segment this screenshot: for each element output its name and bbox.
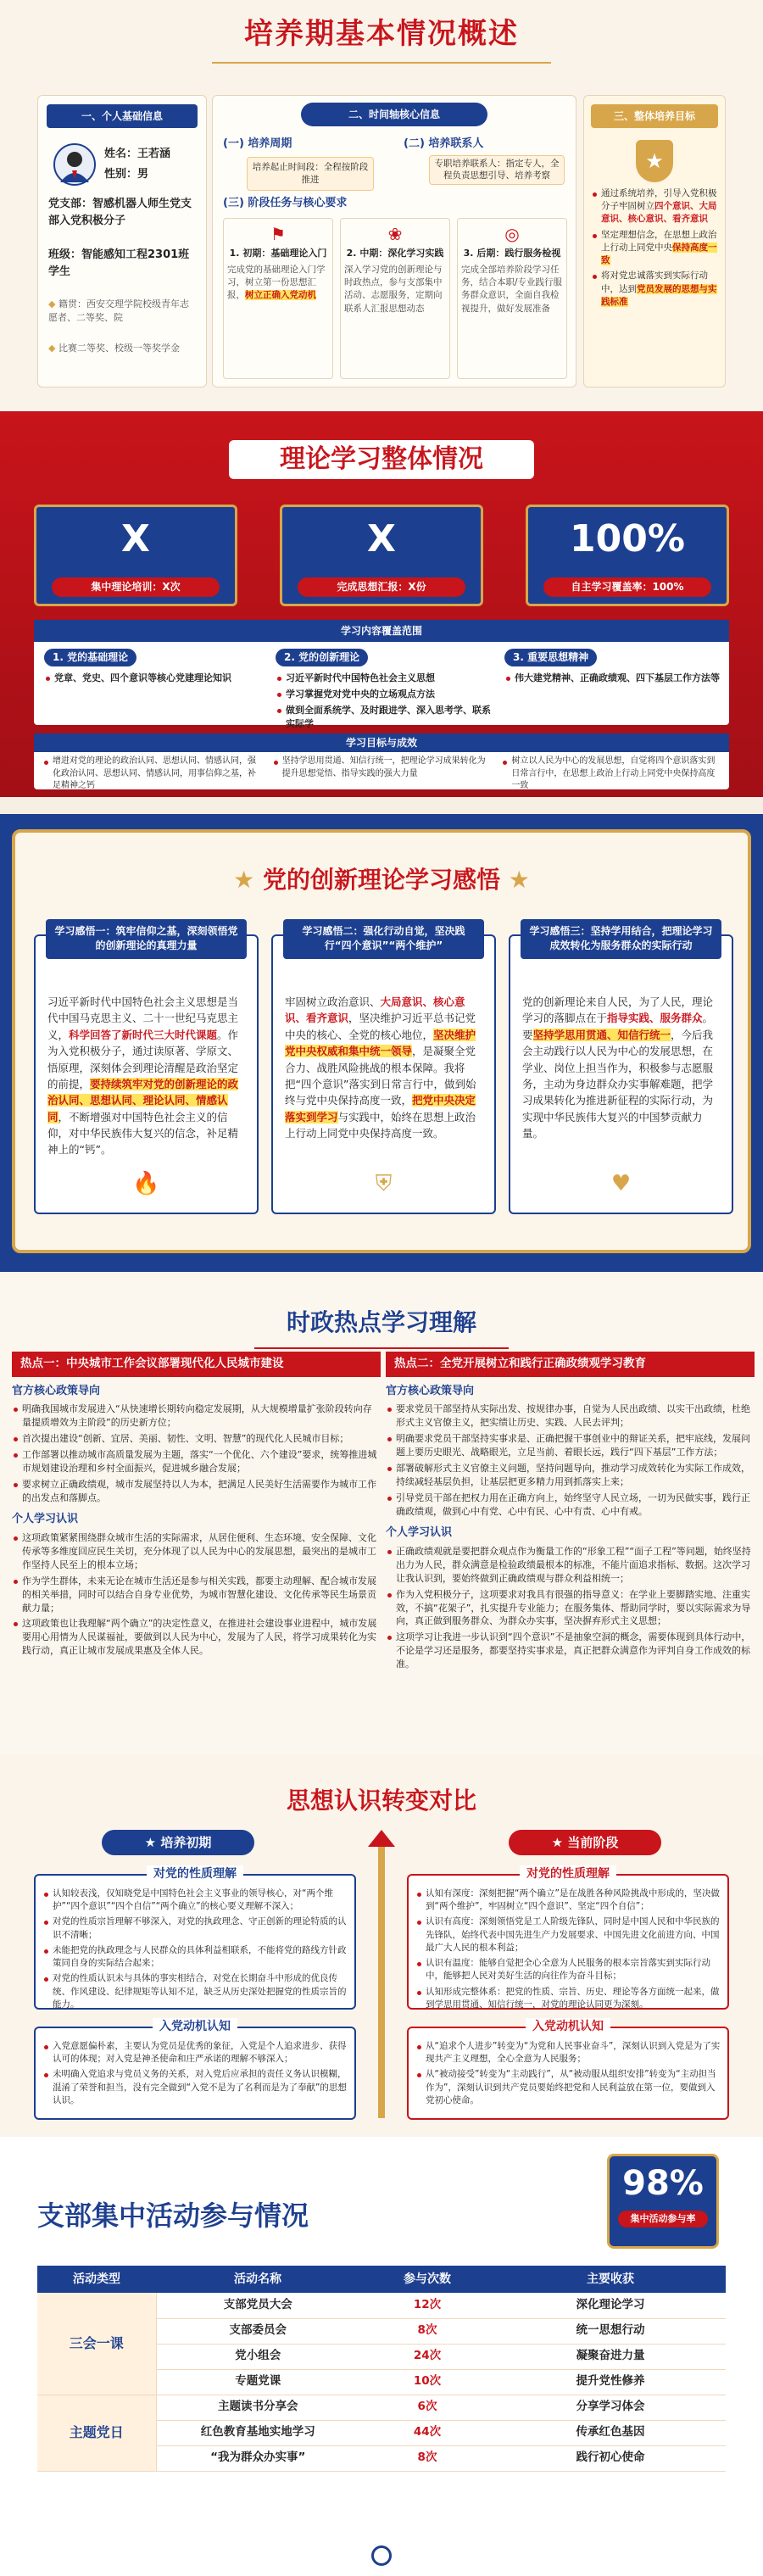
activity-count: 24次	[359, 2344, 495, 2369]
policy-list	[12, 1402, 381, 1505]
compare-item: 从“追求个人进步”转变为“为党和人民事业奋斗”，深刻认识到入党是为了实现共产主义理想，全心全意为人民服务；	[415, 2040, 721, 2066]
insight-heading: 学习感悟二：强化行动自觉，坚决践行“四个意识”“两个维护”	[283, 919, 484, 959]
class-field: 班级：智能感知工程2301班学生	[48, 248, 190, 278]
box-title: 入党动机认知	[526, 2018, 610, 2035]
goal-item: 坚定理想信念，在思想上政治上行动上同党中央保持高度一致	[591, 229, 718, 268]
col-header: 参与次数	[359, 2266, 495, 2293]
activity-gain: 统一思想行动	[495, 2318, 726, 2344]
personal-info-card	[37, 95, 207, 388]
hotspot-heading: 热点一：中央城市工作会议部署现代化人民城市建设	[12, 1352, 381, 1377]
comparison-section	[0, 1755, 763, 2137]
activity-gain: 践行初心使命	[495, 2445, 726, 2471]
activity-gain: 分享学习体会	[495, 2395, 726, 2420]
policy-list	[386, 1402, 755, 1519]
scope-item: 党章、党史、四个意识等核心党建理论知识	[44, 672, 265, 685]
left-stage-tag: ★ 培养初期	[102, 1830, 254, 1855]
activity-section	[0, 2137, 763, 2576]
col-header: 主要收获	[495, 2266, 726, 2293]
policy-item: 工作部署以推动城市高质量发展为主题，落实“一个优化、六个建设”要求，统筹推进城市规划建设治理和乡村全面振兴，促进城乡融合发展；	[12, 1448, 381, 1475]
activity-title: 支部集中活动参与情况	[37, 2200, 309, 2232]
activity-count: 8次	[359, 2318, 495, 2344]
personal-item: 作为入党积极分子，这项要求对我具有很强的指导意义：在学业上要脚踏实地、注重实效，不搞“花架子”，扎实提升专业能力；在服务集体、帮助同学时，要以实际需求为导向，真正做到服务群众、为群众办实事，坚决摒弃形式主义思想；	[386, 1588, 755, 1629]
policy-item: 明确我国城市发展进入“从快速增长期转向稳定发展期，从大规模增量扩张阶段转向存量提质增效为主阶段”的历史新方位；	[12, 1402, 381, 1430]
hometown-field: ◆ 籍贯：西安交理学院校级青年志愿者、二等奖、院	[48, 298, 189, 323]
comparison-title: 思想认识转变对比	[286, 1787, 476, 1815]
activity-type: 主题党日	[37, 2395, 156, 2471]
scope-item: 伟大建党精神、正确政绩观、四下基层工作方法等	[504, 672, 721, 685]
insight-heading: 学习感悟一：筑牢信仰之基，深刻领悟党的创新理论的真理力量	[46, 919, 247, 959]
branch-field: 党支部：智感机器人师生党支部入党积极分子	[48, 198, 192, 227]
goal-list	[584, 187, 725, 309]
compare-item: 认知较表浅，仅知晓党是中国特色社会主义事业的领导核心，对“两个维护”“四个意识”“四个自信”“两个确立”的核心要义理解不深入；	[42, 1887, 348, 1913]
lotus-icon: ❀	[387, 224, 403, 244]
stage-3-title: 3. 后期：践行服务检视	[463, 248, 561, 259]
compare-item: 对党的性质认识未与具体的事实相结合，对党在长期奋斗中形成的优良传统、作风建设、纪律规矩等认知不足，缺乏从历史深处把握党的性质宗旨的能力。	[42, 1972, 348, 2011]
stat-label: 集中理论培训：X次	[52, 577, 220, 597]
flame-icon: 🔥	[132, 1171, 160, 1197]
table-row	[37, 2293, 726, 2318]
result-item: 增进对党的理论的政治认同、思想认同、情感认同，强化政治认同、思想认同、情感认同，用事信仰之基，补足精神之钙	[42, 756, 262, 793]
result-item: 树立以人民为中心的发展思想，自觉将四个意识落实到日常言行中，在思想上政治上行动上同党中央保持高度一致	[501, 756, 721, 793]
activity-gain: 提升党性修养	[495, 2369, 726, 2395]
flag-icon: ⚑	[270, 224, 286, 244]
right-stage-tag: ★ 当前阶段	[509, 1830, 661, 1855]
goal-item: 通过系统培养，引导入党积极分子牢固树立四个意识、大局意识、核心意识、看齐意识	[591, 187, 718, 226]
activity-table	[37, 2266, 726, 2472]
policy-subtitle: 官方核心政策导向	[386, 1384, 475, 1397]
activity-name: 红色教育基地实地学习	[156, 2420, 359, 2445]
insight-card-3	[509, 925, 733, 1214]
stat-label: 完成思想汇报：X份	[298, 577, 465, 597]
stat-value: X	[367, 517, 396, 560]
stage-2-title: 2. 中期：深化学习实践	[346, 248, 444, 259]
stat-card-coverage	[526, 505, 729, 606]
activity-count: 12次	[359, 2293, 495, 2318]
personal-item: 这项政策紧紧围绕群众城市生活的实际需求，从居住便利、生态环境、安全保障、文化传承等多维度回应民生关切，充分体现了以人民为中心的发展思想，最突出的是城市工作坚持人民至上的根本立场；	[12, 1531, 381, 1572]
activity-name: 支部委员会	[156, 2318, 359, 2344]
activity-gain: 传承红色基因	[495, 2420, 726, 2445]
scope-tag: 2. 党的创新理论	[276, 649, 368, 666]
shield-icon: ★	[636, 140, 673, 182]
results-panel	[34, 733, 729, 789]
goal-item: 将对党忠诚落实到实际行动中，达到党员发展的思想与实践标准	[591, 270, 718, 309]
scope-panel	[34, 620, 729, 730]
compare-item: 从“被动接受”转变为“主动践行”，从“被动服从组织安排”转变为“主动担当作为”，深刻认识到共产党员要始终把党和人民利益放在第一位，要做到入党初心使命。	[415, 2068, 721, 2107]
activity-count: 44次	[359, 2420, 495, 2445]
star-icon: ★	[233, 866, 255, 894]
title-divider	[212, 62, 551, 64]
contact-text: 专职培养联系人：指定专人，全程负责思想引导、培养考察	[429, 155, 565, 185]
theory-title-plate: 理论学习整体情况	[229, 440, 534, 479]
result-item: 坚持学思用贯通、知信行统一，把理论学习成果转化为提升思想觉悟、指导实践的强大力量	[272, 756, 492, 793]
activity-type: 三会一课	[37, 2293, 156, 2395]
overview-section	[0, 0, 763, 411]
compare-item: 认知有深度：深刻把握“两个确立”是在战胜各种风险挑战中形成的，坚决做到“两个维护”，牢固树立“四个意识”、坚定“四个自信”；	[415, 1887, 721, 1913]
stat-value: X	[121, 517, 150, 560]
participation-badge	[607, 2154, 719, 2249]
goal-card	[583, 95, 726, 388]
gender-field: 性别：男	[104, 168, 149, 181]
personal-item: 这项政策也让我理解“两个确立”的决定性意义，在推进社会建设事业进程中，城市发展要用心用情为人民谋福祉，要做到以人民为中心，发展为了人民，将学习成果转化为实践行动，真正让城市发展成果惠及全体人民。	[12, 1617, 381, 1658]
policy-item: 引导党员干部在把权力用在正确方向上，始终坚守人民立场，一切为民做实事，践行正确政绩观，做到心中有党、心中有民、心中有责、心中有戒。	[386, 1492, 755, 1519]
affairs-title: 时政热点学习理解	[286, 1308, 476, 1336]
table-row	[37, 2395, 726, 2420]
scope-tag: 1. 党的基础理论	[44, 649, 136, 666]
policy-subtitle: 官方核心政策导向	[12, 1384, 101, 1397]
award-icon: ◆	[48, 343, 56, 354]
insight-title: ★ 党的创新理论学习感悟 ★	[233, 866, 530, 894]
activity-name: 支部党员大会	[156, 2293, 359, 2318]
insight-frame	[12, 829, 751, 1253]
policy-item: 部署破解形式主义官僚主义问题，坚持问题导向，推动学习成效转化为实际工作成效，持续减轻基层负担，让基层把更多精力用到抓落实上来；	[386, 1462, 755, 1489]
stat-value: 100%	[570, 517, 685, 560]
compare-item: 认识有温度：能够自觉把全心全意为人民服务的根本宗旨落实到实际行动中，能够把人民对美好生活的向往作为奋斗目标；	[415, 1957, 721, 1982]
insight-heading: 学习感悟三：坚持学用结合，把理论学习成效转化为服务群众的实际行动	[521, 919, 721, 959]
honor-icon: ◆	[48, 298, 56, 309]
personal-subtitle: 个人学习认识	[12, 1512, 79, 1525]
goal-header: 三、整体培养目标	[591, 104, 718, 128]
stat-label: 自主学习覆盖率：100%	[543, 577, 711, 597]
activity-name: 党小组会	[156, 2344, 359, 2369]
scope-col-1	[44, 649, 265, 688]
activity-name: 专题党课	[156, 2369, 359, 2395]
personal-info-header: 一、个人基础信息	[47, 104, 198, 128]
hotspot-2	[386, 1352, 755, 1742]
compare-item: 认识有高度：深刻领悟党是工人阶级先锋队，同时是中国人民和中华民族的先锋队，始终代表中国先进生产力发展要求、中国先进文化前进方向、中国最广大人民的根本利益；	[415, 1915, 721, 1954]
compare-item: 未明确入党追求与党员义务的关系，对入党后应承担的责任义务认识模糊，混淆了荣誉和担当，没有完全做到“入党不是为了名利而是为了奉献”的思想认识。	[42, 2068, 348, 2107]
compare-item: 认知形成完整体系：把党的性质、宗旨、历史、理论等各方面统一起来，做到学思用贯通、知信行统一，对党的理论认同更为深刻。	[415, 1986, 721, 2011]
current-motive-box	[407, 2020, 729, 2120]
scope-item: 学习掌握党对党中央的立场观点方法	[276, 688, 496, 701]
shield-icon: ⛨	[375, 1171, 393, 1197]
policy-item: 明确要求党员干部坚持实事求是、正确把握干事创业中的辩证关系，把牢底线，发展问题上要历史眼光、战略眼光，立足当前、着眼长远，践行“四下基层”工作方法；	[386, 1432, 755, 1459]
compare-item: 对党的性质宗旨理解不够深入，对党的执政理念、守正创新的理论特质的认识不清晰；	[42, 1915, 348, 1941]
star-icon: ★	[508, 866, 530, 894]
insight-card-2	[271, 925, 496, 1214]
stage-1-title: 1. 初期：基础理论入门	[229, 248, 327, 259]
heart-hands-icon: ♥	[610, 1171, 632, 1197]
footer-logo-icon	[371, 2545, 392, 2566]
personal-subtitle: 个人学习认识	[386, 1525, 453, 1539]
scope-item: 习近平新时代中国特色社会主义思想	[276, 672, 496, 685]
award-field: ◆ 比赛二等奖、校级一等奖学金	[48, 343, 180, 354]
compare-item: 未能把党的执政理念与人民群众的具体利益相联系，不能将党的路线方针政策同自身的实际结合起来；	[42, 1944, 348, 1970]
box-title: 对党的性质理解	[147, 1865, 243, 1882]
hotspot-heading: 热点二：全党开展树立和践行正确政绩观学习教育	[386, 1352, 755, 1377]
policy-item: 首次提出建设“创新、宜居、美丽、韧性、文明、智慧”的现代化人民城市目标；	[12, 1432, 381, 1446]
affairs-divider	[254, 1347, 509, 1349]
policy-item: 要求党员干部坚持从实际出发、按规律办事，自觉为人民出政绩、以实干出政绩，杜绝形式主义官僚主义，把实绩让历史、实践、人民去评判；	[386, 1402, 755, 1430]
personal-list	[386, 1545, 755, 1671]
page-title: 培养期基本情况概述	[244, 17, 519, 51]
activity-count: 6次	[359, 2395, 495, 2420]
activity-gain: 凝聚奋进力量	[495, 2344, 726, 2369]
current-nature-box	[407, 1867, 729, 2010]
scope-item: 做到全面系统学、及时跟进学、深入思考学、联系实际学	[276, 704, 496, 731]
activity-count: 10次	[359, 2369, 495, 2395]
current-affairs-section	[0, 1272, 763, 1755]
scope-tag: 3. 重要思想精神	[504, 649, 597, 666]
col-header: 活动类型	[37, 2266, 156, 2293]
insight-body: 牢固树立政治意识、大局意识、核心意识、看齐意识，坚决维护习近平总书记党中央的核心、全党的核心地位，坚决维护党中央权威和集中统一领导，是凝聚全党合力、战胜风险挑战的根本保障。我将把“四个意识”落实到日常言行中，做到始终与党中央保持高度一致，把党中央决定落实到学习与实践中，始终在思想上政治上行动上同党中央保持高度一致。	[285, 995, 476, 1140]
contact-title: (二) 培养联系人	[404, 137, 484, 150]
stat-card-training	[34, 505, 237, 606]
stat-card-reports	[280, 505, 483, 606]
activity-name: “我为群众办实事”	[156, 2445, 359, 2471]
insight-card-1	[34, 925, 259, 1214]
activity-name: 主题读书分享会	[156, 2395, 359, 2420]
activity-gain: 深化理论学习	[495, 2293, 726, 2318]
stage-3-text: 完成全部培养阶段学习任务，结合本职/专业践行服务群众意识，全面自我检视提升，做好发展准备	[461, 264, 563, 314]
box-title: 入党动机认知	[153, 2018, 237, 2035]
theory-study-section	[0, 411, 763, 797]
results-title: 学习目标与成效	[34, 733, 729, 752]
name-field: 姓名：王若涵	[104, 148, 171, 160]
stage-2-text: 深入学习党的创新理论与时政热点，参与支部集中活动、志愿服务，定期向联系人汇报思想动态	[344, 264, 443, 314]
insight-body: 党的创新理论来自人民，为了人民，理论学习的落脚点在于指导实践、服务群众。要坚持学思用贯通、知信行统一，今后我会主动践行以人民为中心的发展思想，在学业、岗位上担当作为，积极参与志愿服务，主动为身边群众办实事解难题，把学习成果转化为推进新征程的实际行动，为实现中华民族伟大复兴的中国梦贡献力量。	[522, 995, 714, 1140]
target-icon: ◎	[504, 224, 520, 244]
hotspot-1	[12, 1352, 381, 1742]
timeline-card	[212, 95, 576, 388]
participation-label: 集中活动参与率	[618, 2211, 708, 2228]
early-nature-box	[34, 1867, 356, 2010]
avatar	[53, 143, 96, 186]
stage-2	[340, 218, 450, 379]
early-motive-box	[34, 2020, 356, 2120]
table-header-row	[37, 2266, 726, 2293]
col-header: 活动名称	[156, 2266, 359, 2293]
scope-title: 学习内容覆盖范围	[34, 620, 729, 642]
insight-body: 习近平新时代中国特色社会主义思想是当代中国马克思主义、二十一世纪马克思主义，科学回答了新时代三大时代课题。作为入党积极分子，通过读原著、学原文、悟原理，深刻体会到理论清醒是政治坚定的前提，要持续筑牢对党的创新理论的政治认同、思想认同、理论认同、情感认同，不断增强对中国特色社会主义的信仰，对中华民族伟大复兴的信念，补足精神上的“钙”。	[47, 995, 239, 1157]
stage-1-text: 完成党的基础理论入门学习，树立第一份思想汇报，树立正确入党动机	[227, 264, 326, 301]
box-title: 对党的性质理解	[520, 1865, 616, 1882]
participation-rate: 98%	[622, 2164, 704, 2203]
results-list	[42, 756, 721, 795]
activity-count: 8次	[359, 2445, 495, 2471]
personal-list	[12, 1531, 381, 1658]
insight-section	[0, 814, 763, 1272]
period-title: (一) 培养周期	[223, 137, 292, 150]
personal-item: 作为学生群体，未来无论在城市生活还是参与相关实践，都要主动理解、配合城市发展的相关举措，同时可以结合自身专业优势，为城市智慧化建设、文化传承等民生场景贡献力量；	[12, 1575, 381, 1615]
stage-3	[457, 218, 567, 379]
scope-col-2	[276, 649, 496, 733]
period-text: 培养起止时间段：全程按阶段推进	[247, 157, 374, 191]
stage-1	[223, 218, 333, 379]
personal-item: 正确政绩观就是要把群众观点作为衡量工作的“形象工程”“面子工程”等问题，始终坚持出力为人民，群众满意是检验政绩最根本的标准，不能片面追求指标、数据。这次学习让我认识到，要始终做到正确政绩观与群众利益相统一；	[386, 1545, 755, 1586]
scope-col-3	[504, 649, 721, 688]
stage-title: (三) 阶段任务与核心要求	[223, 197, 348, 209]
transition-arrow-icon	[368, 1830, 395, 2118]
policy-item: 要求树立正确政绩观，城市发展坚持以人为本，把满足人民美好生活需要作为城市工作的出发点和落脚点。	[12, 1478, 381, 1505]
compare-item: 入党意愿偏朴素，主要认为党员是优秀的象征，入党是个人追求进步、获得认可的体现；对入党是神圣使命和庄严承诺的理解不够深入；	[42, 2040, 348, 2066]
personal-item: 这项学习让我进一步认识到“四个意识”不是抽象空洞的概念，需要体现到具体行动中，不论是学习还是服务，都要坚持实事求是，真正把群众满意作为评判自身工作成效的标准。	[386, 1631, 755, 1671]
timeline-header: 二、时间轴核心信息	[301, 103, 487, 126]
